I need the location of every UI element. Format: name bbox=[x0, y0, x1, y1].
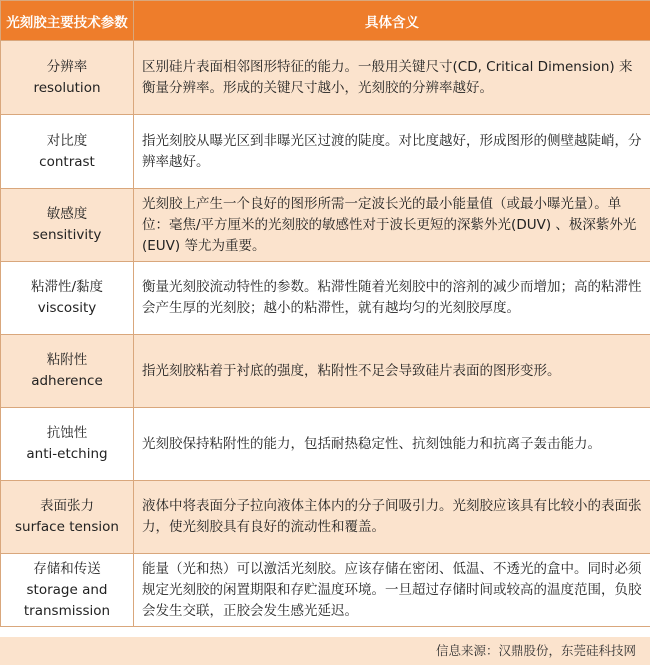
param-name-en: viscosity bbox=[37, 300, 97, 316]
param-name-zh: 敏感度 bbox=[46, 206, 88, 222]
param-name-en: anti-etching bbox=[26, 446, 108, 462]
param-name-en: contrast bbox=[39, 153, 95, 170]
param-name-en: adherence bbox=[31, 373, 103, 389]
param-description: 能量（光和热）可以激活光刻胶。应该存储在密闭、低温、不透光的盒中。同时必须规定光刻胶的闲置期限和存贮温度环境。一旦超过存储时间或较高的温度范围，负胶会发生交联，正胶会发生感光延迟。 bbox=[134, 554, 650, 627]
table-row bbox=[1, 115, 650, 189]
param-description: 指光刻胶从曝光区到非曝光区过渡的陡度。对比度越好，形成图形的侧壁越陡峭，分辨率越好。 bbox=[134, 115, 650, 189]
param-cell bbox=[1, 115, 134, 189]
param-cell bbox=[1, 408, 134, 481]
table-row bbox=[1, 481, 650, 554]
table-row bbox=[1, 189, 650, 262]
param-cell bbox=[1, 335, 134, 408]
table-row bbox=[1, 408, 650, 481]
param-name-en: storage and transmission bbox=[23, 581, 111, 619]
param-name-zh: 对比度 bbox=[46, 132, 88, 149]
table-row bbox=[1, 41, 650, 115]
source-note: 信息来源：汉鼎股份，东莞硅科技网 bbox=[0, 637, 650, 665]
param-name-zh: 存储和传送 bbox=[33, 560, 101, 577]
param-cell bbox=[1, 189, 134, 262]
table-row bbox=[1, 262, 650, 335]
param-description: 光刻胶保持粘附性的能力，包括耐热稳定性、抗刻蚀能力和抗离子轰击能力。 bbox=[134, 408, 650, 481]
param-description: 衡量光刻胶流动特性的参数。粘滞性随着光刻胶中的溶剂的减少而增加；高的粘滞性会产生厚的光刻胶；越小的粘滞性，就有越均匀的光刻胶厚度。 bbox=[134, 262, 650, 335]
param-name-zh: 表面张力 bbox=[40, 498, 94, 514]
param-cell bbox=[1, 481, 134, 554]
param-cell bbox=[1, 262, 134, 335]
param-cell bbox=[1, 554, 134, 627]
param-name-en: resolution bbox=[33, 79, 101, 96]
param-name-en: surface tension bbox=[15, 519, 119, 535]
param-name-zh: 抗蚀性 bbox=[46, 425, 88, 441]
param-description: 指光刻胶粘着于衬底的强度，粘附性不足会导致硅片表面的图形变形。 bbox=[134, 335, 650, 408]
param-description: 液体中将表面分子拉向液体主体内的分子间吸引力。光刻胶应该具有比较小的表面张力，使光刻胶具有良好的流动性和覆盖。 bbox=[134, 481, 650, 554]
param-name-zh: 分辨率 bbox=[46, 58, 88, 75]
param-cell bbox=[1, 41, 134, 115]
param-name-zh: 粘附性 bbox=[46, 352, 88, 368]
header-parameters: 光刻胶主要技术参数 bbox=[1, 1, 134, 41]
table-row bbox=[1, 335, 650, 408]
table-header-row bbox=[1, 1, 650, 41]
table-row bbox=[1, 554, 650, 627]
param-description: 区别硅片表面相邻图形特征的能力。一般用关键尺寸(CD, Critical Dimension) 来衡量分辨率。形成的关键尺寸越小，光刻胶的分辨率越好。 bbox=[134, 41, 650, 115]
param-name-zh: 粘滞性/黏度 bbox=[30, 279, 104, 295]
param-name-en: sensitivity bbox=[32, 227, 102, 243]
param-description: 光刻胶上产生一个良好的图形所需一定波长光的最小能量值（或最小曝光量）。单位：毫焦/平方厘米的光刻胶的敏感性对于波长更短的深紫外光(DUV) 、极深紫外光(EUV) 等尤为重要。 bbox=[134, 189, 650, 262]
header-meaning: 具体含义 bbox=[134, 1, 650, 41]
